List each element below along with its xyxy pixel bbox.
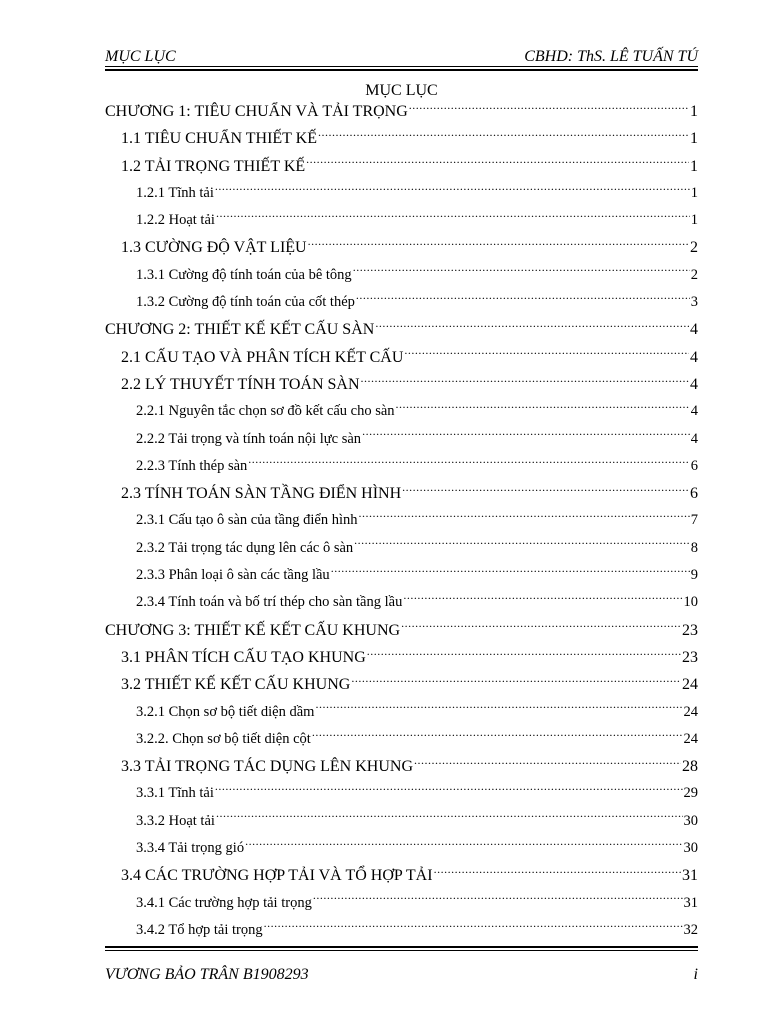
toc-entry[interactable]	[105, 808, 698, 835]
table-of-contents	[105, 98, 698, 944]
toc-entry-page: 1	[690, 103, 698, 120]
toc-entry[interactable]	[105, 207, 698, 234]
toc-entry-page: 23	[682, 621, 698, 639]
toc-leader-dots	[356, 292, 690, 307]
toc-entry-title: 2.3 TÍNH TOÁN SÀN TẦNG ĐIỂN HÌNH	[121, 485, 402, 503]
toc-entry[interactable]	[105, 589, 698, 616]
toc-leader-dots	[215, 783, 683, 798]
toc-entry-page: 9	[690, 567, 698, 584]
toc-leader-dots	[354, 537, 690, 552]
toc-entry[interactable]	[105, 507, 698, 534]
toc-entry-page: 23	[682, 648, 698, 666]
toc-leader-dots	[396, 401, 690, 416]
toc-entry-page: 29	[683, 785, 698, 802]
toc-entry[interactable]	[105, 344, 698, 371]
toc-entry-page: 4	[690, 375, 698, 393]
toc-entry[interactable]	[105, 262, 698, 289]
toc-entry-page: 8	[690, 539, 698, 556]
toc-entry[interactable]	[105, 289, 698, 316]
toc-entry[interactable]	[105, 426, 698, 453]
toc-leader-dots	[361, 373, 689, 389]
toc-entry-page: 24	[683, 730, 698, 747]
toc-entry[interactable]	[105, 234, 698, 261]
toc-leader-dots	[318, 127, 689, 143]
toc-entry-page: 1	[690, 130, 698, 148]
toc-leader-dots	[351, 673, 681, 689]
header-left-title: MỤC LỤC	[105, 48, 176, 65]
toc-entry-title: 3.4 CÁC TRƯỜNG HỢP TẢI VÀ TỔ HỢP TẢI	[121, 867, 433, 885]
toc-leader-dots	[434, 864, 681, 880]
toc-entry-title: 1.2 TẢI TRỌNG THIẾT KẾ	[121, 157, 306, 175]
toc-entry-page: 31	[683, 894, 698, 911]
toc-leader-dots	[306, 155, 689, 171]
toc-entry-title: 1.3.2 Cường độ tính toán của cốt thép	[136, 294, 355, 311]
toc-leader-dots	[353, 264, 690, 279]
toc-entry[interactable]	[105, 753, 698, 780]
toc-entry[interactable]	[105, 480, 698, 507]
toc-entry[interactable]	[105, 917, 698, 944]
toc-entry[interactable]	[105, 699, 698, 726]
toc-leader-dots	[313, 892, 683, 907]
toc-entry-title: 3.4.2 Tổ hợp tải trọng	[136, 921, 263, 938]
toc-entry-title: 2.3.3 Phân loại ô sàn các tầng lầu	[136, 567, 330, 584]
toc-leader-dots	[264, 919, 683, 934]
toc-entry-title: CHƯƠNG 1: TIÊU CHUẨN VÀ TẢI TRỌNG	[105, 103, 408, 120]
toc-leader-dots	[402, 482, 689, 498]
page-footer	[105, 966, 698, 984]
toc-entry[interactable]	[105, 180, 698, 207]
footer-author: VƯƠNG BẢO TRÂN B1908293	[105, 966, 309, 983]
toc-entry-page: 4	[690, 321, 698, 339]
toc-entry-page: 32	[683, 921, 698, 938]
toc-leader-dots	[403, 592, 682, 607]
toc-entry-title: 3.1 PHÂN TÍCH CẤU TẠO KHUNG	[121, 648, 366, 666]
toc-entry-title: 3.2.1 Chọn sơ bộ tiết diện dầm	[136, 703, 315, 720]
toc-entry-title: 1.1 TIÊU CHUẨN THIẾT KẾ	[121, 130, 317, 148]
toc-entry-page: 3	[690, 294, 698, 311]
toc-entry-page: 24	[683, 703, 698, 720]
toc-entry-page: 31	[682, 867, 698, 885]
toc-entry[interactable]	[105, 98, 698, 125]
toc-entry[interactable]	[105, 617, 698, 644]
toc-entry[interactable]	[105, 125, 698, 152]
toc-entry[interactable]	[105, 726, 698, 753]
toc-entry[interactable]	[105, 562, 698, 589]
toc-entry[interactable]	[105, 780, 698, 807]
toc-leader-dots	[375, 318, 689, 334]
toc-leader-dots	[216, 210, 690, 225]
toc-leader-dots	[358, 510, 689, 525]
toc-entry-page: 2	[690, 239, 698, 257]
toc-entry-title: 1.3.1 Cường độ tính toán của bê tông	[136, 266, 352, 283]
toc-entry-page: 1	[690, 157, 698, 175]
page-header	[105, 40, 698, 66]
toc-entry[interactable]	[105, 153, 698, 180]
toc-entry-page: 30	[683, 812, 698, 829]
toc-entry-page: 6	[690, 485, 698, 503]
toc-entry-page: 4	[690, 430, 698, 447]
toc-entry-title: 2.3.4 Tính toán và bố trí thép cho sàn tầng lầu	[136, 594, 403, 611]
toc-entry-page: 10	[683, 594, 698, 611]
toc-leader-dots	[308, 236, 689, 252]
toc-leader-dots	[414, 755, 681, 771]
toc-entry-title: 1.2.2 Hoạt tải	[136, 212, 215, 229]
toc-entry[interactable]	[105, 453, 698, 480]
toc-entry-page: 4	[690, 403, 698, 420]
toc-entry-page: 24	[682, 676, 698, 694]
toc-title: MỤC LỤC	[365, 82, 438, 99]
toc-entry-page: 4	[690, 348, 698, 366]
toc-entry-title: 3.3.2 Hoạt tải	[136, 812, 215, 829]
toc-leader-dots	[215, 182, 690, 197]
toc-entry[interactable]	[105, 316, 698, 343]
toc-leader-dots	[248, 455, 689, 470]
toc-leader-dots	[331, 565, 690, 580]
toc-entry-page: 7	[690, 512, 698, 529]
toc-entry-title: 3.2.2. Chọn sơ bộ tiết diện cột	[136, 730, 311, 747]
toc-leader-dots	[367, 646, 681, 662]
toc-entry-page: 6	[690, 457, 698, 474]
toc-leader-dots	[245, 838, 682, 853]
toc-leader-dots	[409, 100, 689, 116]
toc-leader-dots	[315, 701, 682, 716]
toc-entry-title: 1.2.1 Tĩnh tải	[136, 184, 214, 201]
toc-entry-title: 3.2 THIẾT KẾ KẾT CẤU KHUNG	[121, 676, 351, 694]
footer-divider	[105, 946, 698, 951]
toc-entry[interactable]	[105, 835, 698, 862]
footer-page-number: i	[693, 966, 698, 983]
toc-entry-page: 2	[690, 266, 698, 283]
toc-entry-title: 3.3.4 Tải trọng gió	[136, 840, 245, 857]
toc-entry[interactable]	[105, 644, 698, 671]
toc-leader-dots	[401, 619, 681, 635]
toc-entry-title: 2.2.2 Tải trọng và tính toán nội lực sàn	[136, 430, 362, 447]
header-divider	[105, 66, 698, 71]
toc-entry-title: 2.2 LÝ THUYẾT TÍNH TOÁN SÀN	[121, 375, 360, 393]
toc-entry-title: 3.3.1 Tĩnh tải	[136, 785, 214, 802]
toc-entry-title: 3.3 TẢI TRỌNG TÁC DỤNG LÊN KHUNG	[121, 758, 413, 776]
toc-entry[interactable]	[105, 671, 698, 698]
toc-entry-title: 2.2.1 Nguyên tắc chọn sơ đồ kết cấu cho sàn	[136, 403, 395, 420]
toc-entry[interactable]	[105, 862, 698, 889]
toc-entry-title: 2.2.3 Tính thép sàn	[136, 457, 248, 474]
toc-entry-title: 2.3.2 Tải trọng tác dụng lên các ô sàn	[136, 539, 354, 556]
toc-entry-title: 3.4.1 Các trường hợp tải trọng	[136, 894, 312, 911]
toc-entry[interactable]	[105, 890, 698, 917]
toc-entry-title: 2.1 CẤU TẠO VÀ PHÂN TÍCH KẾT CẤU	[121, 348, 404, 366]
toc-entry-title: 2.3.1 Cấu tạo ô sàn của tầng điển hình	[136, 512, 358, 529]
toc-entry-page: 28	[682, 758, 698, 776]
toc-leader-dots	[216, 810, 683, 825]
toc-entry-page: 1	[690, 184, 698, 201]
toc-entry[interactable]	[105, 398, 698, 425]
toc-leader-dots	[404, 346, 689, 362]
toc-entry-page: 1	[690, 212, 698, 229]
toc-leader-dots	[362, 428, 690, 443]
toc-entry-title: CHƯƠNG 3: THIẾT KẾ KẾT CẤU KHUNG	[105, 621, 401, 639]
toc-entry[interactable]	[105, 535, 698, 562]
toc-entry-page: 30	[683, 840, 698, 857]
toc-entry-title: CHƯƠNG 2: THIẾT KẾ KẾT CẤU SÀN	[105, 321, 375, 339]
toc-entry-title: 1.3 CƯỜNG ĐỘ VẬT LIỆU	[121, 239, 307, 257]
toc-leader-dots	[312, 728, 683, 743]
toc-entry[interactable]	[105, 371, 698, 398]
header-supervisor: CBHD: ThS. LÊ TUẤN TÚ	[524, 48, 698, 65]
